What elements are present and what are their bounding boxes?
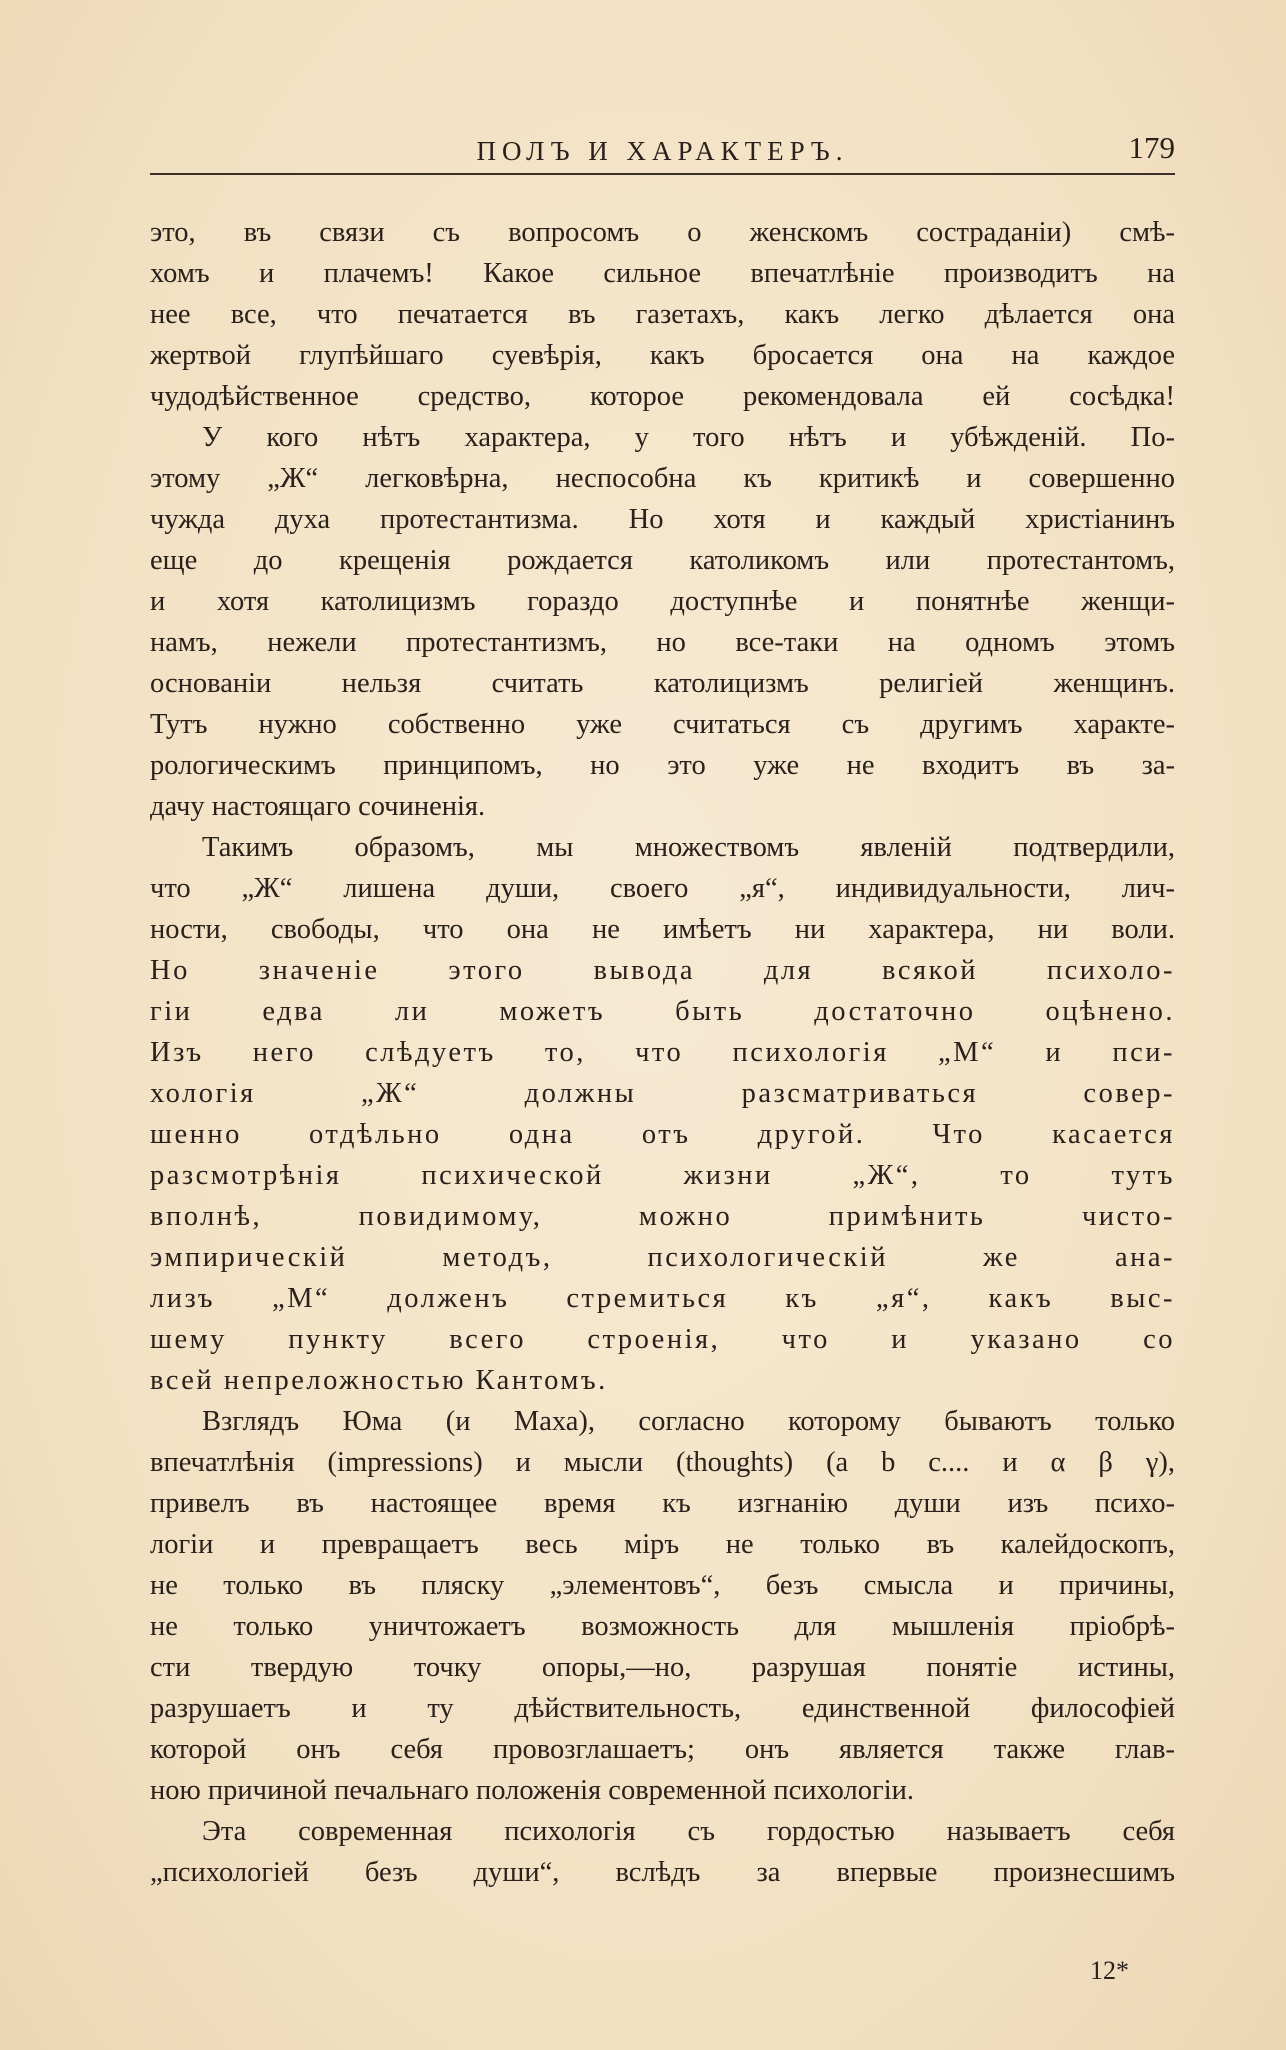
text-line: еще до крещенія рождается католикомъ или протестантомъ, bbox=[150, 545, 1175, 576]
text-line: Эта современная психологія съ гордостью называетъ себя bbox=[202, 1816, 1175, 1847]
text-line: которой онъ себя провозглашаетъ; онъ является также глав- bbox=[150, 1734, 1175, 1765]
text-line: логіи и превращаетъ весь міръ не только въ калейдоскопъ, bbox=[150, 1529, 1175, 1560]
text-line: Но значеніе этого вывода для всякой психоло- bbox=[150, 955, 1175, 986]
text-line: лизъ „М“ долженъ стремиться къ „я“, какъ выс- bbox=[150, 1283, 1175, 1314]
text-line: сти твердую точку опоры,—но, разрушая понятіе истины, bbox=[150, 1652, 1175, 1683]
text-line: шему пункту всего строенія, что и указано со bbox=[150, 1324, 1175, 1355]
text-line: У кого нѣтъ характера, у того нѣтъ и убѣжденій. По- bbox=[202, 422, 1175, 453]
signature-mark: 12* bbox=[1090, 1956, 1129, 1985]
text-line: Изъ него слѣдуетъ то, что психологія „М“ и пси- bbox=[150, 1037, 1175, 1068]
text-line: намъ, нежели протестантизмъ, но все-таки на одномъ этомъ bbox=[150, 627, 1175, 658]
text-line: не только уничтожаетъ возможность для мышленія пріобрѣ- bbox=[150, 1611, 1175, 1642]
header-rule bbox=[150, 173, 1175, 175]
text-line: и хотя католицизмъ гораздо доступнѣе и понятнѣе женщи- bbox=[150, 586, 1175, 617]
paragraph-4 bbox=[150, 1401, 1175, 1811]
text-line: основаніи нельзя считать католицизмъ религіей женщинъ. bbox=[150, 668, 1175, 699]
text-line: разсмотрѣнія психической жизни „Ж“, то тутъ bbox=[150, 1160, 1175, 1191]
text-line: впечатлѣнія (impressions) и мысли (thoughts) (a b c.... и α β γ), bbox=[150, 1447, 1175, 1478]
text-line: чужда духа протестантизма. Но хотя и каждый христіанинъ bbox=[150, 504, 1175, 535]
text-line: всей непреложностью Кантомъ. bbox=[150, 1365, 608, 1396]
text-line: Такимъ образомъ, мы множествомъ явленій подтвердили, bbox=[202, 832, 1175, 863]
text-line: гіи едва ли можетъ быть достаточно оцѣнено. bbox=[150, 996, 1175, 1027]
paragraph-5 bbox=[150, 1811, 1175, 1893]
text-line: рологическимъ принципомъ, но это уже не входитъ въ за- bbox=[150, 750, 1175, 781]
running-head bbox=[150, 130, 1175, 170]
paragraph-1 bbox=[150, 212, 1175, 417]
text-line: привелъ въ настоящее время къ изгнанію души изъ психо- bbox=[150, 1488, 1175, 1519]
text-line: „психологіей безъ души“, вслѣдъ за впервые произнесшимъ bbox=[150, 1857, 1175, 1888]
text-line: разрушаетъ и ту дѣйствительность, единственной философіей bbox=[150, 1693, 1175, 1724]
spaced-emphasis bbox=[150, 950, 1175, 1401]
text-line: ною причиной печальнаго положенія современной психологіи. bbox=[150, 1775, 915, 1806]
text-line: не только въ пляску „элементовъ“, безъ смысла и причины, bbox=[150, 1570, 1175, 1601]
page-number: 179 bbox=[1128, 130, 1175, 165]
paragraph-3 bbox=[150, 827, 1175, 1401]
text-line: ности, свободы, что она не имѣетъ ни характера, ни воли. bbox=[150, 914, 1175, 945]
text-line: Тутъ нужно собственно уже считаться съ другимъ характе- bbox=[150, 709, 1175, 740]
text-line: это, въ связи съ вопросомъ о женскомъ состраданіи) смѣ- bbox=[150, 217, 1175, 248]
text-line: хомъ и плачемъ! Какое сильное впечатлѣніе производитъ на bbox=[150, 258, 1175, 289]
text-line: что „Ж“ лишена души, своего „я“, индивидуальности, лич- bbox=[150, 873, 1175, 904]
paragraph-2 bbox=[150, 417, 1175, 827]
text-line: эмпирическій методъ, психологическій же ана- bbox=[150, 1242, 1175, 1273]
running-head-title: ПОЛЪ И ХАРАКТЕРЪ. bbox=[476, 136, 849, 166]
text-line: хологія „Ж“ должны разсматриваться совер- bbox=[150, 1078, 1175, 1109]
text-line: шенно отдѣльно одна отъ другой. Что касается bbox=[150, 1119, 1175, 1150]
text-line: вполнѣ, повидимому, можно примѣнить чисто- bbox=[150, 1201, 1175, 1232]
text-line: нее все, что печатается въ газетахъ, какъ легко дѣлается она bbox=[150, 299, 1175, 330]
text-line: жертвой глупѣйшаго суевѣрія, какъ бросается она на каждое bbox=[150, 340, 1175, 371]
body-text bbox=[150, 212, 1175, 1893]
text-line: Взглядъ Юма (и Маха), согласно которому бываютъ только bbox=[202, 1406, 1175, 1437]
text-line: чудодѣйственное средство, которое рекомендовала ей сосѣдка! bbox=[150, 381, 1175, 412]
text-line: дачу настоящаго сочиненія. bbox=[150, 791, 486, 822]
text-line: этому „Ж“ легковѣрна, неспособна къ критикѣ и совершенно bbox=[150, 463, 1175, 494]
